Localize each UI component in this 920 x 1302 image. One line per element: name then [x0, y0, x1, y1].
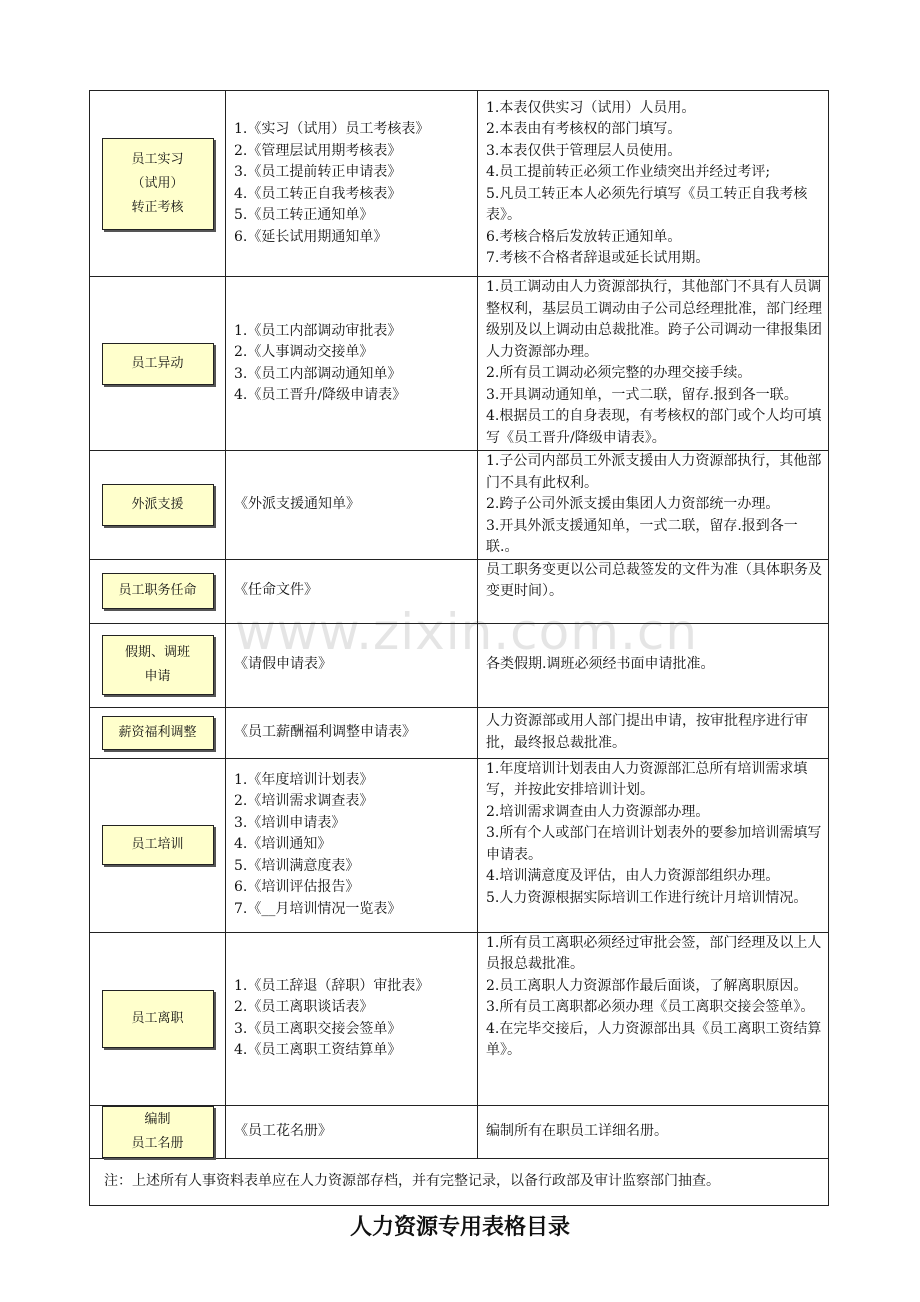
footnote: 注：上述所有人事资料表单应在人力资源部存档，并有完整记录，以备行政部及审计监察部门抽查。 [90, 1158, 829, 1205]
note-item: 2.跨子公司外派支援由集团人力资部统一办理。 [486, 496, 780, 512]
forms-cell [226, 1105, 478, 1158]
category-cell [90, 707, 226, 758]
notes-cell [478, 932, 829, 1105]
forms-cell [226, 623, 478, 707]
notes-cell [478, 707, 829, 758]
note-item: 5.凡员工转正本人必须先行填写《员工转正自我考核表》。 [486, 185, 808, 223]
category-badge [102, 484, 214, 526]
category-cell [90, 1105, 226, 1158]
form-item: 1.《实习（试用）员工考核表》 [234, 121, 430, 137]
note-item: 1.员工调动由人力资源部执行，其他部门不具有人员调整权利，基层员工调动由子公司总经理批准，部门经理级别及以上调动由总裁批准。跨子公司调动一律报集团人力资源部办理。 [486, 279, 822, 360]
form-item: 6.《延长试用期通知单》 [234, 228, 388, 245]
note-item: 1.子公司内部员工外派支援由人力资源部执行，其他部门不具有此权利。 [486, 453, 822, 491]
form-item: 7.《__月培训情况一览表》 [234, 900, 402, 917]
document-title: 人力资源专用表格目录 [349, 1215, 570, 1240]
form-item: 4.《员工离职工资结算单》 [234, 1042, 402, 1058]
form-item: 4.《培训通知》 [234, 836, 332, 853]
form-item: 3.《员工提前转正申请表》 [234, 164, 402, 180]
category-label: （试用） [131, 175, 184, 191]
note-item: 1.本表仅供实习（试用）人员用。 [486, 99, 696, 116]
category-badge [102, 716, 214, 750]
form-item: 《员工花名册》 [234, 1122, 332, 1139]
note-item: 6.考核合格后发放转正通知单。 [486, 228, 682, 245]
category-label: 员工培训 [131, 837, 184, 852]
notes-cell [478, 1105, 829, 1158]
note-item: 5.人力资源根据实际培训工作进行统计月培训情况。 [486, 889, 808, 906]
table-row [90, 559, 829, 623]
table-row [90, 451, 829, 560]
form-item: 4.《员工转正自我考核表》 [234, 185, 402, 202]
note-item: 1.所有员工离职必须经过审批会签，部门经理及以上人员报总裁批准。 [486, 934, 822, 972]
note-item: 3.开具外派支援通知单，一式二联，留存.报到各一联.。 [486, 517, 798, 555]
form-item: 2.《员工离职谈话表》 [234, 999, 374, 1015]
form-item: 1.《员工内部调动审批表》 [234, 322, 402, 339]
note-item: 4.员工提前转正必须工作业绩突出并经过考评; [486, 164, 771, 180]
note-item: 3.开具调动通知单，一式二联，留存.报到各一联。 [486, 386, 798, 403]
note-item: 1.年度培训计划表由人力资源部汇总所有培训需求填写，并按此安排培训计划。 [486, 760, 808, 798]
form-item: 1.《员工辞退（辞职）审批表》 [234, 977, 430, 994]
forms-cell [226, 277, 478, 451]
note-item: 编制所有在职员工详细名册。 [486, 1122, 668, 1139]
note-item: 人力资源部或用人部门提出申请，按审批程序进行审批，最终报总裁批准。 [486, 713, 808, 751]
form-item: 《请假申请表》 [234, 656, 332, 673]
category-badge [102, 990, 214, 1048]
table-row [90, 758, 829, 932]
notes-cell [478, 277, 829, 451]
form-item: 2.《管理层试用期考核表》 [234, 142, 402, 159]
category-badge [102, 1106, 214, 1158]
form-item: 《员工薪酬福利调整申请表》 [234, 723, 416, 740]
note-item: 3.所有个人或部门在培训计划表外的要参加培训需填写申请表。 [486, 825, 822, 863]
category-label: 员工职务任命 [118, 583, 197, 598]
note-item: 2.培训需求调查由人力资源部办理。 [486, 803, 710, 820]
category-cell [90, 758, 226, 932]
note-item: 2.所有员工调动必须完整的办理交接手续。 [486, 365, 752, 381]
forms-cell [226, 91, 478, 277]
form-item: 3.《培训申请表》 [234, 814, 346, 831]
hr-forms-table-container [89, 90, 829, 1206]
table-row [90, 277, 829, 451]
category-badge [102, 138, 214, 230]
footnote-row [90, 1158, 829, 1205]
notes-cell [478, 758, 829, 932]
form-item: 5.《员工转正通知单》 [234, 207, 374, 223]
note-item: 4.在完毕交接后，人力资源部出具《员工离职工资结算单》。 [486, 1020, 822, 1058]
table-row [90, 623, 829, 707]
form-item: 5.《培训满意度表》 [234, 857, 360, 874]
notes-cell [478, 91, 829, 277]
note-item: 各类假期.调班必须经书面申请批准。 [486, 656, 715, 673]
note-item: 7.考核不合格者辞退或延长试用期。 [486, 250, 710, 266]
category-cell [90, 91, 226, 277]
form-item: 2.《培训需求调查表》 [234, 793, 374, 810]
category-label: 编制 [144, 1111, 171, 1127]
category-badge [102, 825, 214, 865]
table-row [90, 1105, 829, 1158]
forms-cell [226, 559, 478, 623]
category-cell [90, 623, 226, 707]
category-cell [90, 451, 226, 560]
category-label: 假期、调班 [124, 645, 190, 660]
forms-cell [226, 932, 478, 1105]
category-label: 转正考核 [131, 199, 184, 215]
notes-cell [478, 623, 829, 707]
category-cell [90, 932, 226, 1105]
form-item: 4.《员工晋升/降级申请表》 [234, 387, 407, 403]
category-label: 薪资福利调整 [118, 724, 197, 740]
notes-cell [478, 559, 829, 623]
category-cell [90, 559, 226, 623]
form-item: 2.《人事调动交接单》 [234, 344, 374, 360]
table-row [90, 932, 829, 1105]
hr-forms-table [89, 90, 829, 1206]
note-item: 4.培训满意度及评估，由人力资源部组织办理。 [486, 868, 780, 884]
table-body [90, 91, 829, 1159]
category-label: 员工实习 [131, 151, 184, 167]
forms-cell [226, 707, 478, 758]
category-label: 员工名册 [131, 1135, 184, 1151]
category-badge [102, 635, 214, 695]
form-item: 《任命文件》 [234, 582, 318, 599]
forms-cell [226, 451, 478, 560]
category-label: 申请 [144, 669, 171, 684]
note-item: 4.根据员工的自身表现，有考核权的部门或个人均可填写《员工晋升/降级申请表》。 [486, 408, 822, 446]
form-item: 3.《员工离职交接会签单》 [234, 1020, 402, 1037]
note-item: 员工职务变更以公司总裁签发的文件为准（具体职务及变更时间）。 [486, 561, 822, 599]
note-item: 2.员工离职人力资源部作最后面谈，了解离职原因。 [486, 977, 808, 994]
category-label: 外派支援 [131, 496, 184, 512]
form-item: 3.《员工内部调动通知单》 [234, 365, 402, 382]
note-item: 2.本表由有考核权的部门填写。 [486, 121, 682, 137]
category-label: 员工离职 [131, 1010, 184, 1026]
watermark: www.zixin.com.cn [235, 603, 699, 661]
note-item: 3.所有员工离职都必须办理《员工离职交接会签单》。 [486, 999, 815, 1015]
table-row [90, 91, 829, 277]
category-badge [102, 573, 214, 609]
form-item: 《外派支援通知单》 [234, 496, 360, 512]
category-cell [90, 277, 226, 451]
notes-cell [478, 451, 829, 560]
category-badge [102, 343, 214, 385]
form-item: 6.《培训评估报告》 [234, 879, 360, 896]
category-label: 员工异动 [131, 355, 184, 371]
note-item: 3.本表仅供于管理层人员使用。 [486, 142, 682, 159]
table-row [90, 707, 829, 758]
forms-cell [226, 758, 478, 932]
form-item: 1.《年度培训计划表》 [234, 771, 374, 788]
